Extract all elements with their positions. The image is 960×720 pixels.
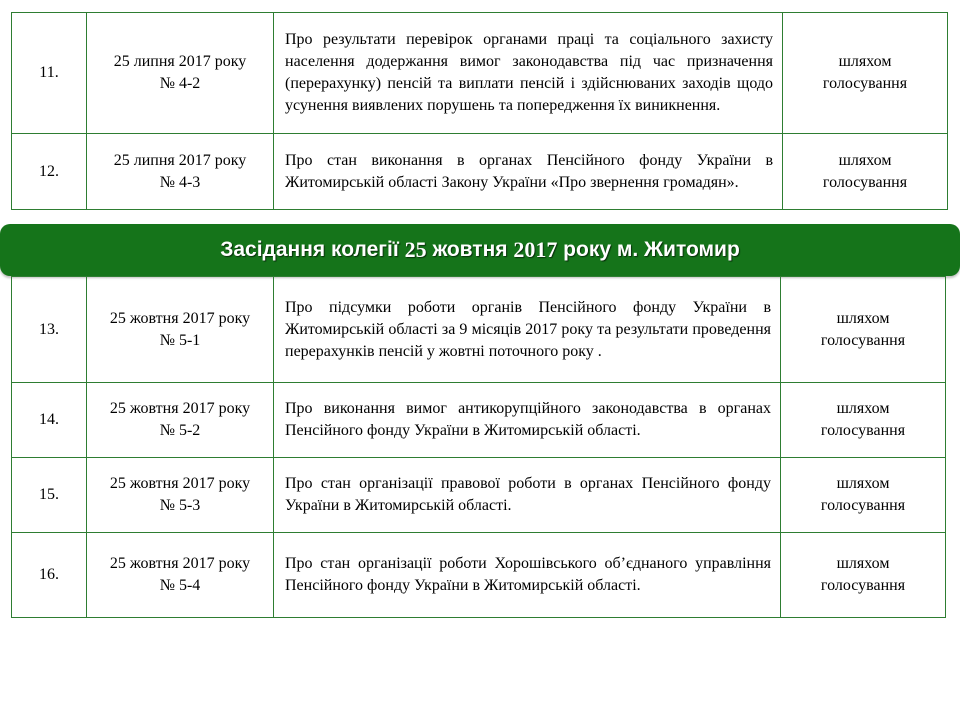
voting-mode-line2: голосування	[820, 577, 906, 594]
voting-mode-cell	[783, 134, 948, 210]
decision-subject-cell	[274, 13, 783, 134]
row-number: 11.	[12, 13, 87, 134]
banner-month: жовтня	[426, 238, 514, 261]
decision-date: 25 липня 2017 року	[113, 53, 247, 70]
voting-mode-line1: шляхом	[836, 555, 890, 572]
voting-mode-cell	[781, 383, 946, 458]
voting-mode-cell	[781, 458, 946, 533]
table-row	[12, 458, 946, 533]
decision-date-cell	[87, 277, 274, 383]
table-row	[12, 134, 948, 210]
voting-mode-cell	[783, 13, 948, 134]
decision-date: 25 жовтня 2017 року	[109, 400, 251, 417]
decision-number: № 5-3	[159, 497, 201, 514]
session-banner	[0, 224, 960, 276]
voting-mode-line1: шляхом	[836, 400, 890, 417]
decision-subject: Про стан виконання в органах Пенсійного фонду України в Житомирській області Закону України «Про звернення громадян».	[285, 151, 773, 191]
decision-date-cell	[87, 13, 274, 134]
decision-subject: Про стан організації правової роботи в органах Пенсійного фонду України в Житомирській області.	[285, 475, 771, 514]
decision-subject-cell	[274, 277, 781, 383]
decision-subject: Про підсумки роботи органів Пенсійного фонду України в Житомирській області за 9 місяців 2017 року та результати проведення перерахунків пенсій у жовтні поточного року .	[285, 298, 771, 360]
decision-date-cell	[87, 458, 274, 533]
table-row	[12, 13, 948, 134]
banner-suffix: року м. Житомир	[557, 238, 740, 261]
decision-subject-cell	[274, 383, 781, 458]
decisions-table-october	[11, 276, 946, 618]
decisions-table-july	[11, 12, 948, 210]
decision-number: № 5-1	[159, 331, 201, 349]
decision-subject-cell	[274, 533, 781, 618]
decision-number: № 4-3	[159, 173, 201, 191]
row-number: 15.	[12, 458, 87, 533]
decision-number: № 4-2	[159, 75, 201, 92]
voting-mode-line1: шляхом	[836, 309, 890, 327]
decision-subject-cell	[274, 134, 783, 210]
voting-mode-line2: голосування	[820, 331, 906, 349]
voting-mode-line1: шляхом	[838, 151, 892, 169]
banner-prefix: Засідання колегії	[220, 238, 405, 261]
decision-subject-cell	[274, 458, 781, 533]
table-row	[12, 277, 946, 383]
voting-mode-line1: шляхом	[836, 475, 890, 492]
decision-date-cell	[87, 383, 274, 458]
decision-subject: Про стан організації роботи Хорошівського об’єднаного управління Пенсійного фонду України в Житомирській області.	[285, 555, 771, 594]
decision-date: 25 жовтня 2017 року	[109, 555, 251, 572]
decision-date-cell	[87, 134, 274, 210]
decision-subject: Про результати перевірок органами праці та соціального захисту населення додержання вимог законодавства під час призначення (перерахунку) пенсій та виплати пенсій і здійснюваних заходів щодо усунення виявлених порушень та попередження їх виникнення.	[285, 31, 773, 114]
row-number: 12.	[12, 134, 87, 210]
banner-day: 25	[404, 237, 427, 262]
row-number: 13.	[12, 277, 87, 383]
table-row	[12, 383, 946, 458]
decision-date-cell	[87, 533, 274, 618]
voting-mode-line1: шляхом	[838, 53, 892, 70]
banner-year: 2017	[513, 237, 558, 262]
decision-date: 25 липня 2017 року	[113, 151, 247, 169]
decision-date: 25 жовтня 2017 року	[109, 309, 251, 327]
decision-number: № 5-2	[159, 422, 201, 439]
voting-mode-line2: голосування	[820, 422, 906, 439]
voting-mode-line2: голосування	[820, 497, 906, 514]
row-number: 14.	[12, 383, 87, 458]
voting-mode-line2: голосування	[822, 173, 908, 191]
table-row	[12, 533, 946, 618]
decision-date: 25 жовтня 2017 року	[109, 475, 251, 492]
voting-mode-cell	[781, 533, 946, 618]
voting-mode-cell	[781, 277, 946, 383]
decision-subject: Про виконання вимог антикорупційного законодавства в органах Пенсійного фонду України в Житомирській області.	[285, 400, 771, 439]
decision-number: № 5-4	[159, 577, 201, 594]
voting-mode-line2: голосування	[822, 75, 908, 92]
row-number: 16.	[12, 533, 87, 618]
